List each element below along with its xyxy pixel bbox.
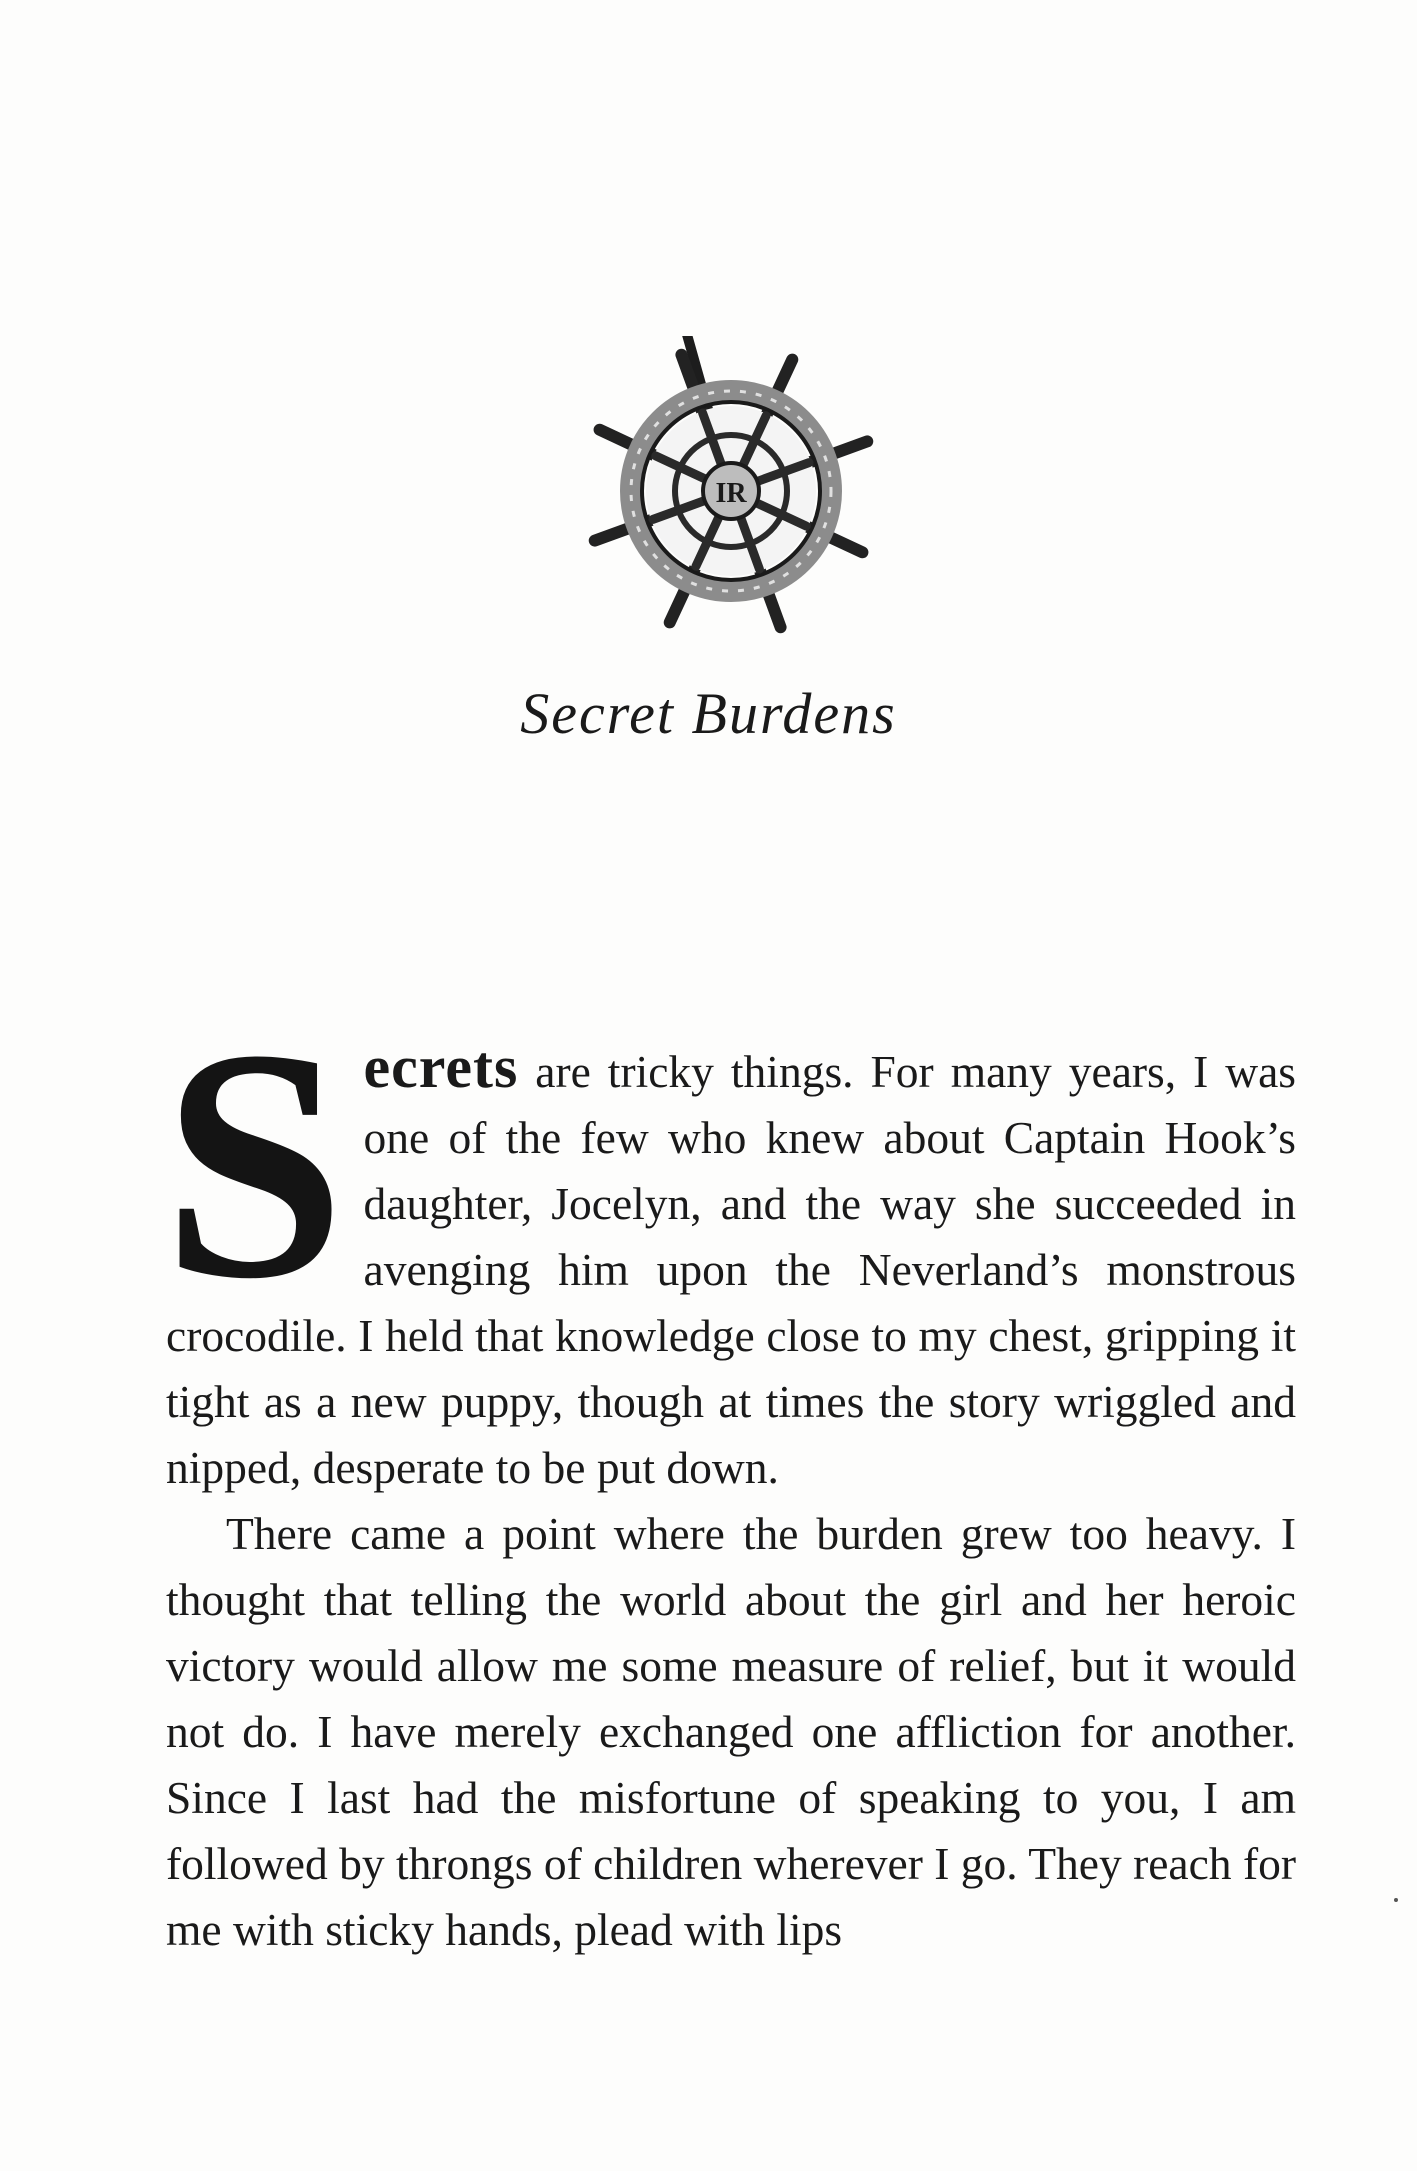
emblem-monogram: IR: [715, 478, 747, 509]
drop-cap: S: [162, 982, 346, 1347]
paragraph-1: [162, 982, 1296, 1501]
chapter-title: Secret Burdens: [520, 681, 897, 746]
body-text: [162, 982, 1296, 1963]
paragraph-2: There came a point where the burden grew too heavy. I thought that telling the world about the girl and her heroic victory would allow me some measure of relief, but it would not do. I have merely exchanged one affliction for another. Since I last had the misfortune of speaking to you, I am followed by throngs of children wherever I go. They reach for me with sticky hands, plead with lips: [166, 1508, 1296, 1955]
margin-speck: [1394, 1898, 1398, 1902]
lead-word: ecrets: [363, 1034, 519, 1100]
paragraph-1-text: are tricky things. For many years, I was one of the few who knew about Captain Hook’s daughter, Jocelyn, and the way she succeeded in avenging him upon the Neverland’s monstrous crocodile. I held that knowledge close to my chest, gripping it tight as a new puppy, though at times the story wriggled and nipped, desperate to be put down.: [166, 1046, 1296, 1493]
ships-wheel-icon: [576, 336, 886, 646]
